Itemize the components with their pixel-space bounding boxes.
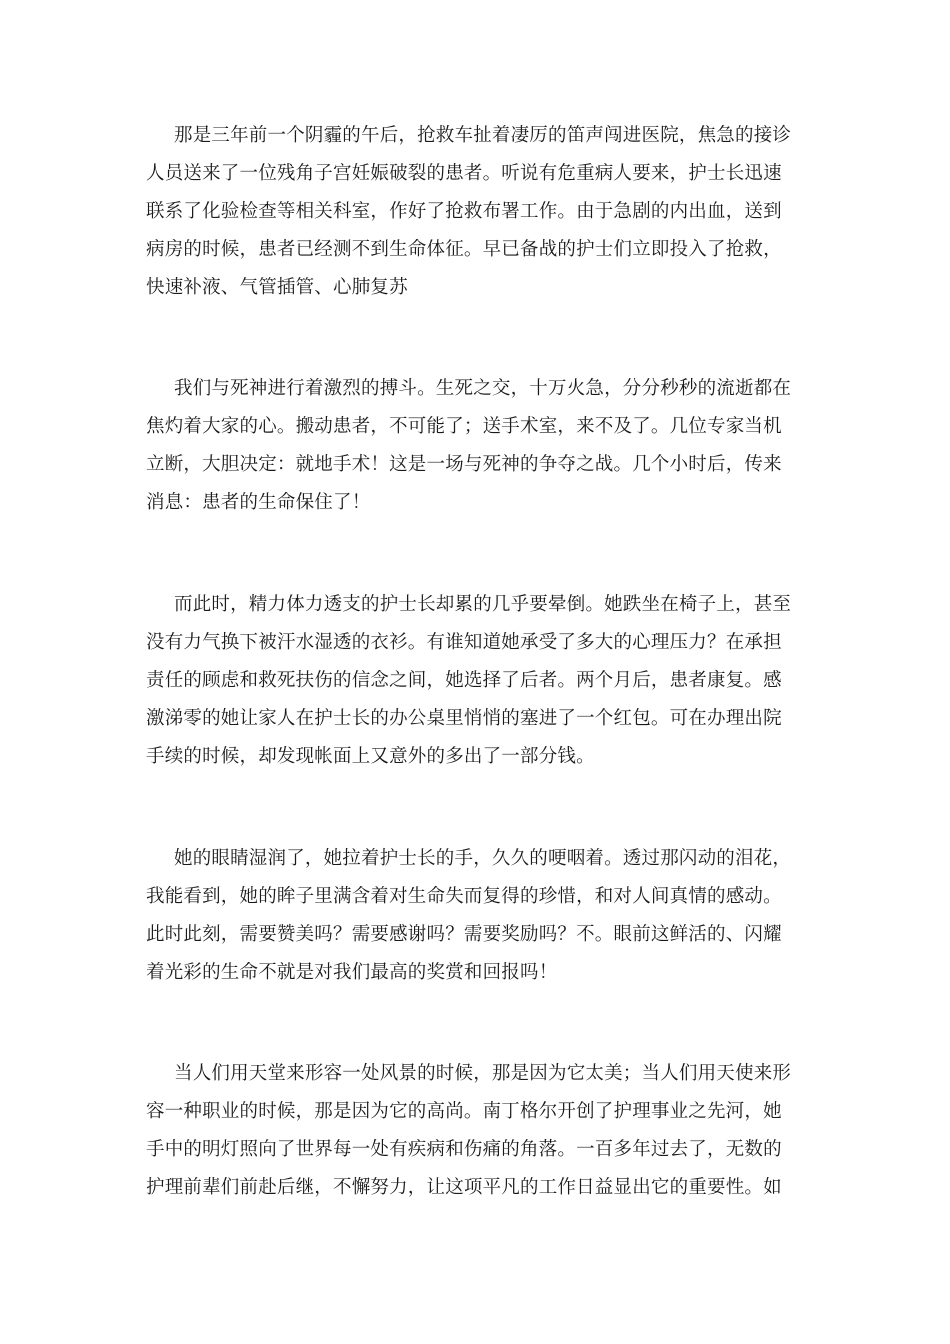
text-line: 我们与死神进行着激烈的搏斗。生死之交，十万火急，分分秒秒的流逝都在 [174, 378, 792, 399]
paragraph-fight-with-death [146, 370, 806, 522]
text-line: 立断，大胆决定：就地手术！这是一场与死神的争夺之战。几个小时后，传来 [146, 454, 782, 475]
text-line: 手续的时候，却发现帐面上又意外的多出了一部分钱。 [146, 746, 595, 767]
text-line: 病房的时候，患者已经测不到生命体征。早已备战的护士们立即投入了抢救， [146, 239, 782, 260]
text-line: 没有力气换下被汗水湿透的衣衫。有谁知道她承受了多大的心理压力？在承担 [146, 632, 782, 653]
text-line: 那是三年前一个阴霾的午后，抢救车扯着凄厉的笛声闯进医院，焦急的接诊 [174, 125, 792, 146]
text-line: 容一种职业的时候，那是因为它的高尚。南丁格尔开创了护理事业之先河，她 [146, 1101, 782, 1122]
text-line: 着光彩的生命不就是对我们最高的奖赏和回报吗！ [146, 962, 558, 983]
text-line: 我能看到，她的眸子里满含着对生命失而复得的珍惜，和对人间真情的感动。 [146, 886, 782, 907]
paragraph-head-nurse-exhausted [146, 586, 806, 776]
text-line: 手中的明灯照向了世界每一处有疾病和伤痛的角落。一百多年过去了，无数的 [146, 1139, 782, 1160]
paragraph-tears-of-gratitude [146, 840, 806, 992]
text-line: 消息：患者的生命保住了！ [146, 492, 371, 513]
text-line: 激涕零的她让家人在护士长的办公桌里悄悄的塞进了一个红包。可在办理出院 [146, 708, 782, 729]
text-line: 此时此刻，需要赞美吗？需要感谢吗？需要奖励吗？不。眼前这鲜活的、闪耀 [146, 924, 782, 945]
text-line: 快速补液、气管插管、心肺复苏 [146, 277, 408, 298]
paragraph-rescue-arrival [146, 117, 806, 307]
paragraph-angels-profession [146, 1055, 806, 1207]
text-line: 她的眼睛湿润了，她拉着护士长的手，久久的哽咽着。透过那闪动的泪花， [174, 848, 792, 869]
text-line: 责任的顾虑和救死扶伤的信念之间，她选择了后者。两个月后，患者康复。感 [146, 670, 782, 691]
text-line: 联系了化验检查等相关科室，作好了抢救布署工作。由于急剧的内出血，送到 [146, 201, 782, 222]
text-line: 当人们用天堂来形容一处风景的时候，那是因为它太美；当人们用天使来形 [174, 1063, 792, 1084]
text-line: 而此时，精力体力透支的护士长却累的几乎要晕倒。她跌坐在椅子上，甚至 [174, 594, 792, 615]
text-line: 人员送来了一位残角子宫妊娠破裂的患者。听说有危重病人要来，护士长迅速 [146, 163, 782, 184]
text-line: 焦灼着大家的心。搬动患者，不可能了；送手术室，来不及了。几位专家当机 [146, 416, 782, 437]
text-line: 护理前辈们前赴后继，不懈努力，让这项平凡的工作日益显出它的重要性。如 [146, 1177, 782, 1198]
